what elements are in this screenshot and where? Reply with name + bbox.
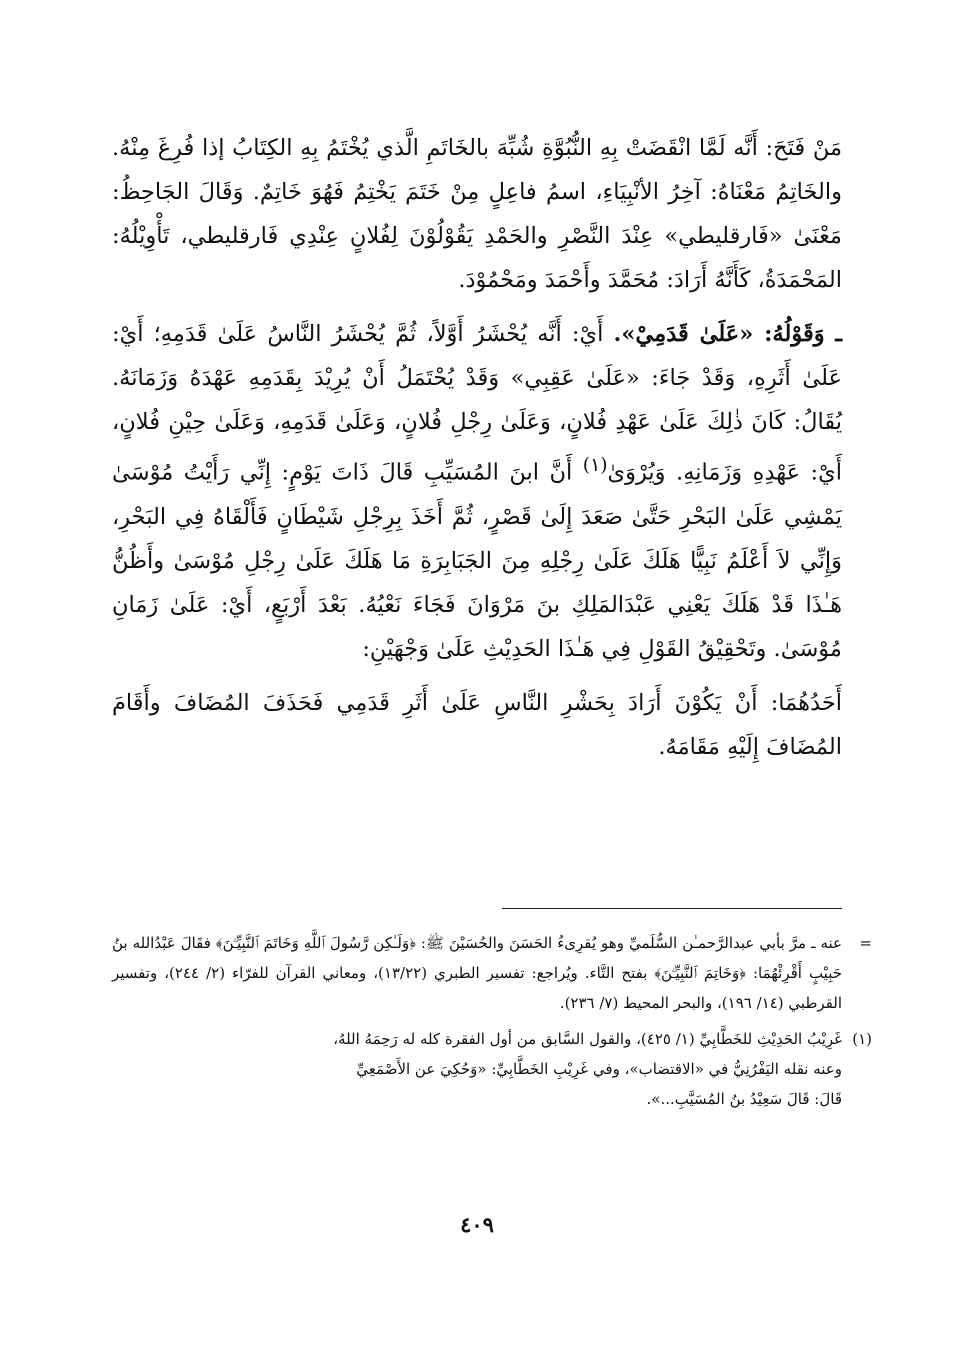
paragraph-3: أَحَدُهُمَا: أَنْ يَكُوْنَ أَرَادَ بِحَشْرِ النَّاسِ عَلَىٰ أَثَرِ قَدَمِي فَحَذَفَ المُضَافَ وأَقَامَ المُضَافَ إِلَيْهِ مَقَامَهُ.	[112, 689, 842, 760]
footnote-1-line: غَرِيْبُ الحَدِيْثِ للخَطَّابِيِّ (١/ ٤٢٥)، والقول السَّابق من أول الفقرة كله له رَحِمَهُ اللهُ،	[333, 1030, 842, 1048]
footnote-divider	[502, 908, 842, 909]
footnote-1	[112, 1024, 872, 1114]
paragraph-2-body: أَيْ: أَنَّه يُحْشَرُ أَوَّلاً، ثُمَّ يُحْشَرُ النَّاسُ عَلَىٰ قَدَمِهِ؛ أَيْ: عَلَىٰ أَثَرِهِ، وَقَدْ جَاءَ: «عَلَىٰ عَقِبِي» وَقَدْ يُحْتَمَلُ أَنْ يُرِيْدَ بِقَدَمِهِ عَهْدَهُ وَزَمَانَهُ. يُقَالُ: كَانَ ذٰلِكَ عَلَىٰ عَهْدِ فُلانٍ، وَعَلَىٰ رِجْلِ فُلانٍ، وَعَلَىٰ قَدَمِهِ، وَعَلَىٰ حِيْنِ فُلانٍ، أَيْ: عَهْدِهِ وَزَمَانِهِ. وَيُرْوَىٰ	[112, 321, 842, 486]
paragraph-2-lead: ـ وَقَوْلُهُ: «عَلَىٰ قَدَمِيْ».	[613, 321, 842, 347]
paragraph-1: مَنْ فَتَحَ: أَنَّه لَمَّا انْقَضَتْ بِهِ النُّبُوَّةِ شُبِّهَ بالخَاتَمِ الَّذي يُخْتَمُ بِهِ الكِتَابُ إذا فُرِغَ مِنْهُ. والخَاتِمُ مَعْنَاهُ: آخِرُ الأنْبِيَاءِ، اسمُ فاعِلٍ مِنْ خَتَمَ يَخْتِمُ فَهُوَ خَاتِمٌ. وَقَالَ الجَاحِظُ: مَعْنَىٰ «فَارقليطي» عِنْدَ النَّصْرِ والحَمْدِ يَقُوْلُوْنَ لِفُلانٍ عِنْدِي فَارقليطي، تَأْوِيْلُهُ: المَحْمَدَةُ، كَأَنَّهُ أَرَادَ: مُحَمَّدَ وأَحْمَدَ ومَحْمُوْدَ.	[112, 135, 842, 293]
footnote-continuation-text: عنه ـ مرَّ بأبي عبدالرَّحمـٰن السُّلَميِّ وهو يُقرِىءُ الحَسَنَ والحُسَيْنَ ﷺ: ﴿وَلَـٰكِن رَّسُولَ ٱللَّهِ وَخَاتَمَ ٱلنَّبِيِّـۧنَ﴾ فقَالَ عَبْدُالله بنُ حَبِيْبٍ أَقْرِئْهُمَا: ﴿وَخَاتِمَ ٱلنَّبِيِّـۧنَ﴾ بفتح التَّاء. ويُراجع: تفسير الطبري (١٣/٢٢)، ومعاني القرآن للفرّاء (٢/ ٢٤٤)، وتفسير القرطبي (١٤/ ١٩٦)، والبحر المحيط (٧/ ٢٣٦).	[112, 934, 842, 1012]
footnotes	[112, 928, 872, 1120]
main-text	[112, 126, 842, 769]
footnote-continuation	[112, 928, 872, 1018]
footnote-reference-1[interactable]: (١)	[582, 455, 608, 476]
footnote-1-line: قَالَ: قَالَ سَعِيْدُ بنُ المُسَيَّبِ...».	[646, 1090, 842, 1108]
paragraph-2	[112, 312, 842, 671]
footnote-1-mark: (١)	[852, 1030, 872, 1048]
footnote-continuation-mark: =	[859, 934, 872, 952]
page-number: ٤٠٩	[460, 1212, 494, 1237]
paragraph-2-rest: أَنَّ ابنَ المُسَيِّبِ قَالَ ذَاتَ يَوْمٍ: إِنِّي رَأَيْتُ مُوْسَىٰ يَمْشِي عَلَىٰ البَحْرِ حَتَّىٰ صَعَدَ إِلَىٰ قَصْرٍ، ثُمَّ أَخَذَ بِرِجْلِ شَيْطَانٍ فَأَلْقَاهُ فِي البَحْرِ، وَإِنِّي لاَ أَعْلَمُ نَبِيًّا هَلَكَ عَلَىٰ رِجْلِهِ مِنَ الجَبَابِرَةِ مَا هَلَكَ عَلَىٰ رِجْلِ مُوْسَىٰ وأَظُنُّ هَـٰذَا قَدْ هَلَكَ يَعْنِي عَبْدَالمَلِكِ بنَ مَرْوَانَ فَجَاءَ نَعْيُهُ. بَعْدَ أَرْبَعٍ، أَيْ: عَلَىٰ زَمَانِ مُوْسَىٰ. وتَحْقِيْقُ القَوْلِ فِي هَـٰذَا الحَدِيْثِ عَلَىٰ وَجْهَيْنِ:	[112, 459, 842, 662]
footnote-1-line: وعنه نقله اليَفْرُنِيُّ في «الاقتضاب»، وفي غَرِيْبِ الخَطَّابِيِّ: «وَحُكِيَ عن الأَصْمَعِيِّ	[356, 1060, 842, 1078]
